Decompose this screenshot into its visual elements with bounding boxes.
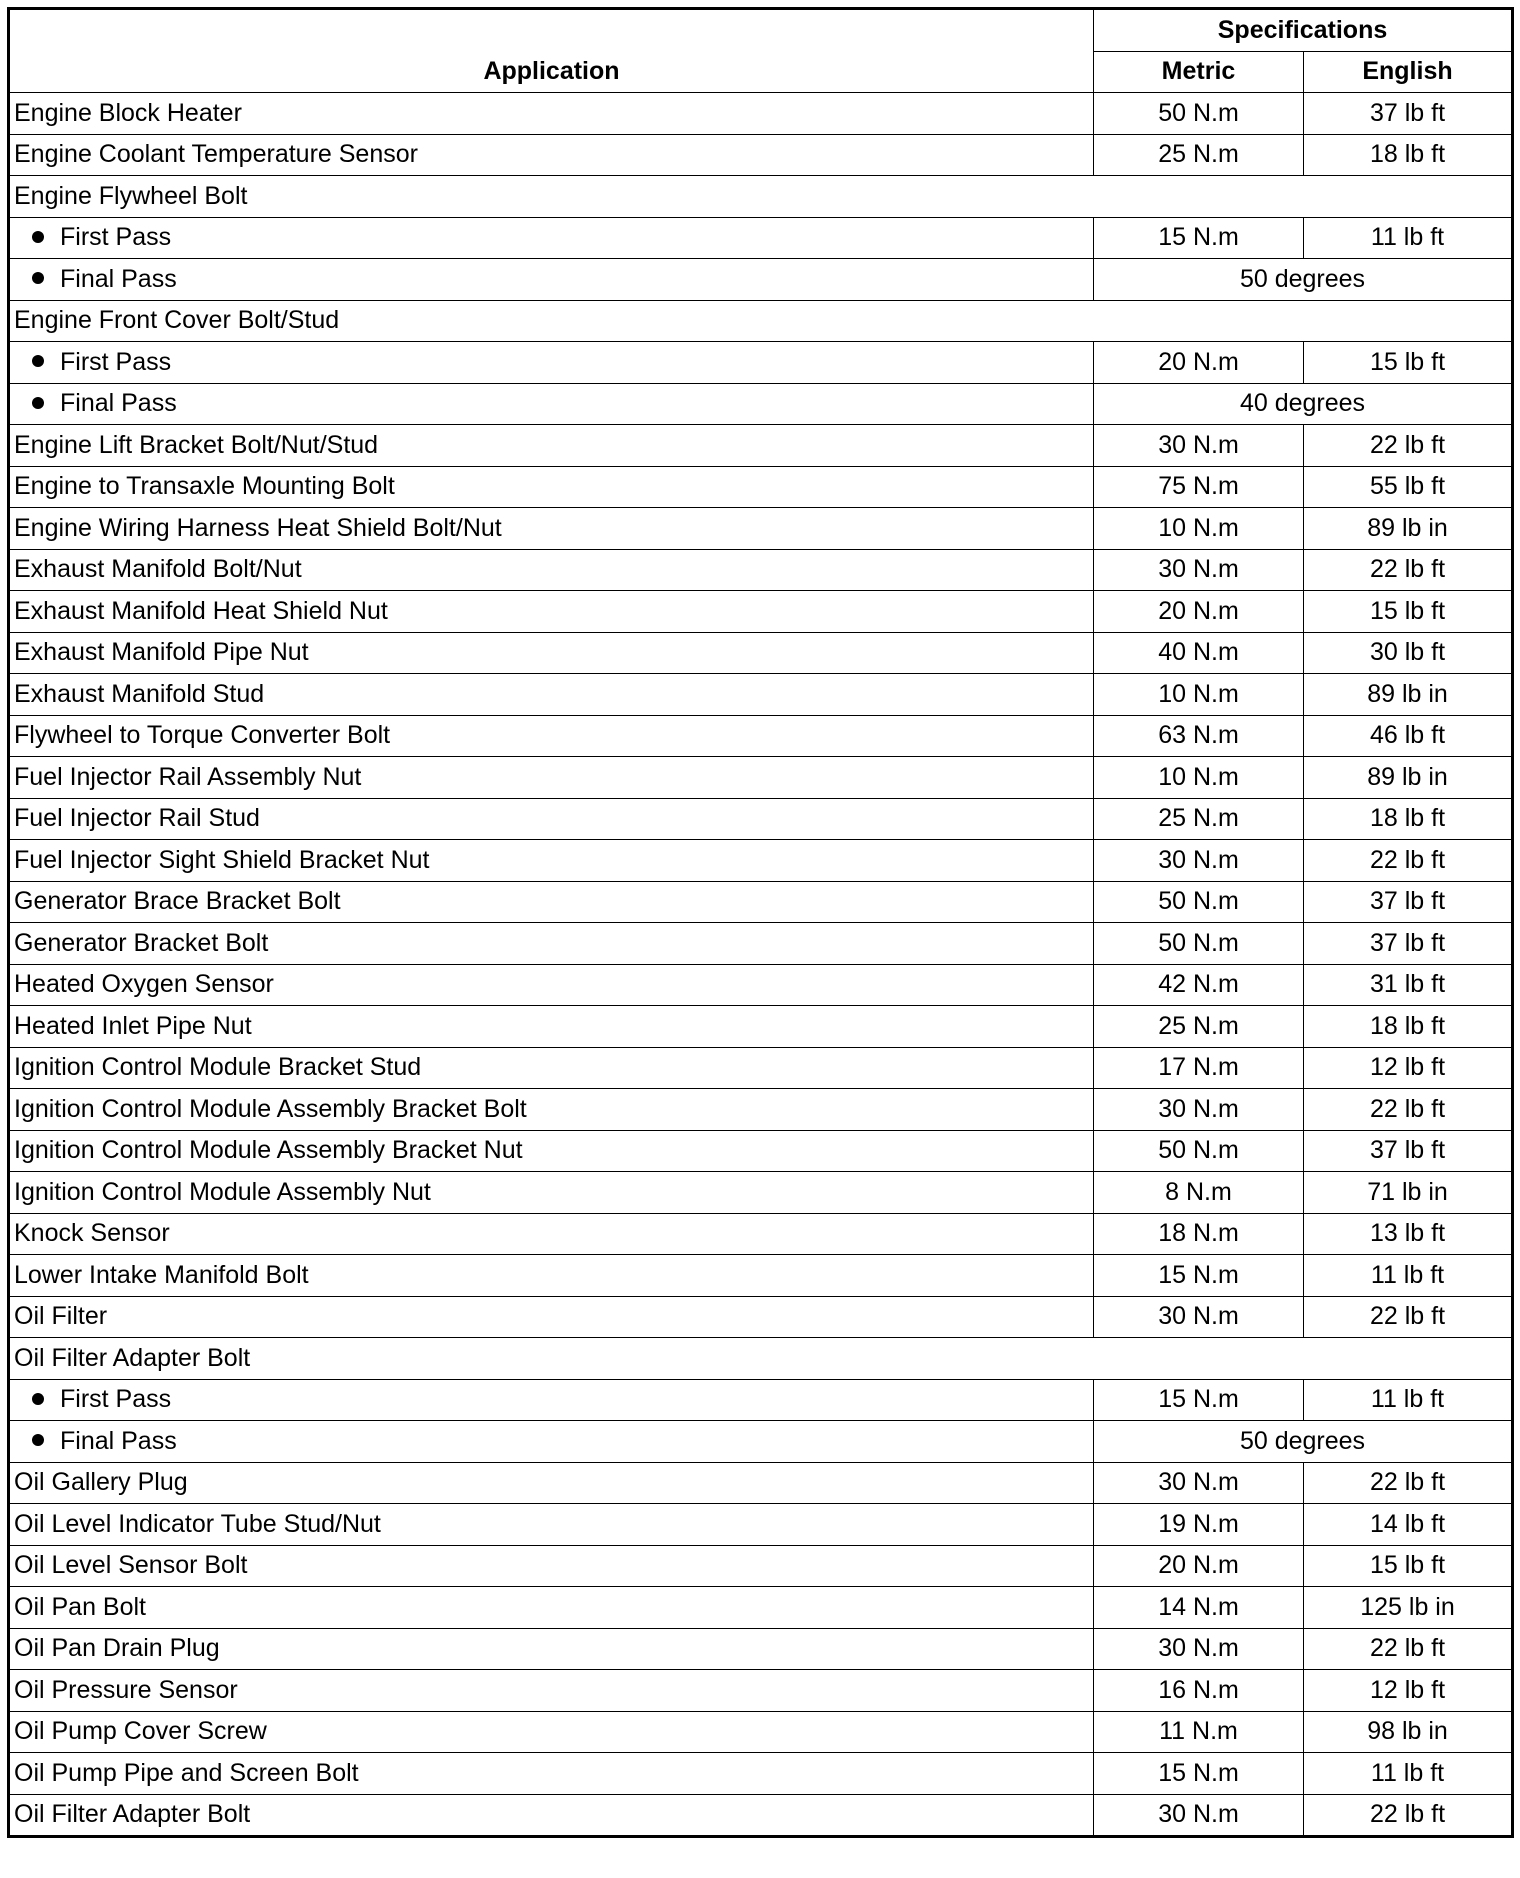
- table-subrow: [9, 217, 1513, 259]
- application-label: Oil Filter Adapter Bolt: [14, 1800, 251, 1829]
- spec-span-cell: 50 degrees: [1094, 1421, 1513, 1463]
- table-subrow: [9, 342, 1513, 384]
- application-cell: [9, 923, 1094, 965]
- metric-cell: 20 N.m: [1094, 1545, 1304, 1587]
- application-label: Oil Pump Pipe and Screen Bolt: [14, 1758, 359, 1787]
- english-cell: 12 lb ft: [1304, 1047, 1513, 1089]
- metric-cell: 19 N.m: [1094, 1504, 1304, 1546]
- english-cell: 22 lb ft: [1304, 1089, 1513, 1131]
- application-cell: [9, 1753, 1094, 1795]
- table-row: [9, 549, 1513, 591]
- table-row: [9, 1794, 1513, 1837]
- table-row: [9, 1670, 1513, 1712]
- application-cell: [9, 964, 1094, 1006]
- metric-cell: 15 N.m: [1094, 1379, 1304, 1421]
- application-cell: [9, 1213, 1094, 1255]
- specifications-header: Specifications: [1094, 9, 1513, 52]
- english-cell: 15 lb ft: [1304, 342, 1513, 384]
- application-cell: [9, 549, 1094, 591]
- application-label: Exhaust Manifold Pipe Nut: [14, 638, 309, 667]
- application-cell: [9, 217, 1094, 259]
- english-cell: 46 lb ft: [1304, 715, 1513, 757]
- table-row: [9, 1213, 1513, 1255]
- table-row: [9, 425, 1513, 467]
- metric-cell: 50 N.m: [1094, 881, 1304, 923]
- application-cell: [9, 1089, 1094, 1131]
- metric-cell: 8 N.m: [1094, 1172, 1304, 1214]
- table-row: [9, 1711, 1513, 1753]
- application-label: Oil Level Indicator Tube Stud/Nut: [14, 1509, 381, 1538]
- english-cell: 31 lb ft: [1304, 964, 1513, 1006]
- metric-cell: 10 N.m: [1094, 757, 1304, 799]
- application-label: Ignition Control Module Assembly Bracket Bolt: [14, 1094, 527, 1123]
- table-row: [9, 1047, 1513, 1089]
- application-label: Final Pass: [60, 264, 177, 293]
- application-label: Oil Level Sensor Bolt: [14, 1551, 248, 1580]
- english-cell: 125 lb in: [1304, 1587, 1513, 1629]
- english-cell: 22 lb ft: [1304, 425, 1513, 467]
- application-label: Engine Coolant Temperature Sensor: [14, 140, 418, 169]
- english-cell: 15 lb ft: [1304, 591, 1513, 633]
- application-label: Oil Pressure Sensor: [14, 1675, 238, 1704]
- application-cell: [9, 300, 1513, 342]
- metric-cell: 30 N.m: [1094, 1462, 1304, 1504]
- application-label: Engine Flywheel Bolt: [14, 181, 248, 210]
- english-cell: 22 lb ft: [1304, 549, 1513, 591]
- table-row: [9, 757, 1513, 799]
- application-cell: [9, 798, 1094, 840]
- application-cell: [9, 757, 1094, 799]
- english-cell: 12 lb ft: [1304, 1670, 1513, 1712]
- application-cell: [9, 466, 1094, 508]
- table-row: [9, 1255, 1513, 1297]
- application-label: First Pass: [60, 223, 172, 252]
- application-label: Engine Lift Bracket Bolt/Nut/Stud: [14, 430, 379, 459]
- table-row: [9, 1753, 1513, 1795]
- application-cell: [9, 383, 1094, 425]
- application-cell: [9, 1421, 1094, 1463]
- table-row: [9, 923, 1513, 965]
- application-cell: [9, 1255, 1094, 1297]
- metric-cell: 16 N.m: [1094, 1670, 1304, 1712]
- application-label: Lower Intake Manifold Bolt: [14, 1260, 309, 1289]
- table-row: [9, 1296, 1513, 1338]
- english-cell: 37 lb ft: [1304, 93, 1513, 135]
- metric-cell: 30 N.m: [1094, 840, 1304, 882]
- spec-span-cell: 40 degrees: [1094, 383, 1513, 425]
- bullet-icon: [32, 272, 44, 284]
- application-label: Knock Sensor: [14, 1219, 170, 1248]
- english-cell: 18 lb ft: [1304, 1006, 1513, 1048]
- table-row: [9, 1462, 1513, 1504]
- english-cell: 30 lb ft: [1304, 632, 1513, 674]
- english-cell: 14 lb ft: [1304, 1504, 1513, 1546]
- application-label: Exhaust Manifold Heat Shield Nut: [14, 596, 388, 625]
- bullet-icon: [32, 355, 44, 367]
- metric-cell: 10 N.m: [1094, 508, 1304, 550]
- metric-cell: 50 N.m: [1094, 93, 1304, 135]
- application-cell: [9, 176, 1513, 218]
- application-cell: [9, 1379, 1094, 1421]
- application-label: Exhaust Manifold Stud: [14, 679, 265, 708]
- english-cell: 89 lb in: [1304, 508, 1513, 550]
- application-cell: [9, 93, 1094, 135]
- application-label: Fuel Injector Sight Shield Bracket Nut: [14, 845, 430, 874]
- table-row: [9, 840, 1513, 882]
- english-cell: 22 lb ft: [1304, 840, 1513, 882]
- application-label: Oil Pan Drain Plug: [14, 1634, 220, 1663]
- english-cell: 22 lb ft: [1304, 1462, 1513, 1504]
- application-cell: [9, 1047, 1094, 1089]
- application-label: Fuel Injector Rail Stud: [14, 804, 260, 833]
- application-cell: [9, 591, 1094, 633]
- metric-cell: 11 N.m: [1094, 1711, 1304, 1753]
- application-label: Heated Inlet Pipe Nut: [14, 1011, 252, 1040]
- bullet-icon: [32, 231, 44, 243]
- application-cell: [9, 1296, 1094, 1338]
- bullet-icon: [32, 1434, 44, 1446]
- table-row: [9, 881, 1513, 923]
- table-row: [9, 674, 1513, 716]
- application-label: Oil Filter: [14, 1302, 108, 1331]
- english-cell: 89 lb in: [1304, 674, 1513, 716]
- application-cell: [9, 425, 1094, 467]
- metric-cell: 30 N.m: [1094, 1089, 1304, 1131]
- application-label: First Pass: [60, 347, 172, 376]
- application-label: Fuel Injector Rail Assembly Nut: [14, 762, 362, 791]
- bullet-icon: [32, 1393, 44, 1405]
- metric-cell: 30 N.m: [1094, 1794, 1304, 1837]
- application-label: Engine Block Heater: [14, 98, 242, 127]
- table-row: [9, 93, 1513, 135]
- table-group-row: [9, 300, 1513, 342]
- english-cell: 11 lb ft: [1304, 217, 1513, 259]
- table-row: [9, 1006, 1513, 1048]
- metric-cell: 18 N.m: [1094, 1213, 1304, 1255]
- application-label: Oil Gallery Plug: [14, 1468, 188, 1497]
- table-body: [9, 93, 1513, 1837]
- table-row: [9, 1172, 1513, 1214]
- table-row: [9, 1504, 1513, 1546]
- application-label: Final Pass: [60, 1426, 177, 1455]
- application-cell: [9, 1504, 1094, 1546]
- application-cell: [9, 1711, 1094, 1753]
- table-row: [9, 134, 1513, 176]
- metric-cell: 17 N.m: [1094, 1047, 1304, 1089]
- metric-cell: 15 N.m: [1094, 1753, 1304, 1795]
- metric-cell: 15 N.m: [1094, 1255, 1304, 1297]
- metric-cell: 40 N.m: [1094, 632, 1304, 674]
- application-label: Ignition Control Module Assembly Bracket Nut: [14, 1136, 523, 1165]
- english-cell: 11 lb ft: [1304, 1753, 1513, 1795]
- english-cell: 18 lb ft: [1304, 798, 1513, 840]
- application-cell: [9, 1545, 1094, 1587]
- metric-cell: 15 N.m: [1094, 217, 1304, 259]
- table-row: [9, 798, 1513, 840]
- english-cell: 98 lb in: [1304, 1711, 1513, 1753]
- application-label: Flywheel to Torque Converter Bolt: [14, 721, 391, 750]
- application-cell: [9, 1670, 1094, 1712]
- application-label: Oil Filter Adapter Bolt: [14, 1343, 251, 1372]
- english-cell: 11 lb ft: [1304, 1255, 1513, 1297]
- header-row-top: [9, 9, 1513, 52]
- application-cell: [9, 674, 1094, 716]
- metric-cell: 10 N.m: [1094, 674, 1304, 716]
- english-cell: 22 lb ft: [1304, 1794, 1513, 1837]
- english-cell: 37 lb ft: [1304, 923, 1513, 965]
- english-header: English: [1304, 51, 1513, 93]
- metric-cell: 20 N.m: [1094, 591, 1304, 633]
- application-cell: [9, 1462, 1094, 1504]
- table-row: [9, 1545, 1513, 1587]
- application-cell: [9, 1794, 1094, 1837]
- application-cell: [9, 1006, 1094, 1048]
- application-label: Oil Pump Cover Screw: [14, 1717, 267, 1746]
- english-cell: 71 lb in: [1304, 1172, 1513, 1214]
- english-cell: 37 lb ft: [1304, 881, 1513, 923]
- metric-cell: 30 N.m: [1094, 549, 1304, 591]
- application-label: Engine to Transaxle Mounting Bolt: [14, 472, 395, 501]
- table-subrow: [9, 383, 1513, 425]
- table-group-row: [9, 1338, 1513, 1380]
- english-cell: 13 lb ft: [1304, 1213, 1513, 1255]
- application-cell: [9, 632, 1094, 674]
- table-row: [9, 508, 1513, 550]
- table-group-row: [9, 176, 1513, 218]
- table-row: [9, 1587, 1513, 1629]
- application-cell: [9, 508, 1094, 550]
- metric-cell: 25 N.m: [1094, 1006, 1304, 1048]
- table-header: [9, 9, 1513, 93]
- table-subrow: [9, 259, 1513, 301]
- english-cell: 18 lb ft: [1304, 134, 1513, 176]
- metric-cell: 63 N.m: [1094, 715, 1304, 757]
- application-label: First Pass: [60, 1385, 172, 1414]
- english-cell: 15 lb ft: [1304, 1545, 1513, 1587]
- metric-cell: 30 N.m: [1094, 425, 1304, 467]
- application-label: Final Pass: [60, 389, 177, 418]
- application-label: Generator Brace Bracket Bolt: [14, 887, 341, 916]
- table-row: [9, 591, 1513, 633]
- application-label: Ignition Control Module Bracket Stud: [14, 1053, 422, 1082]
- metric-cell: 42 N.m: [1094, 964, 1304, 1006]
- metric-header: Metric: [1094, 51, 1304, 93]
- application-cell: [9, 134, 1094, 176]
- metric-cell: 25 N.m: [1094, 798, 1304, 840]
- application-cell: [9, 1172, 1094, 1214]
- metric-cell: 30 N.m: [1094, 1628, 1304, 1670]
- application-cell: [9, 1130, 1094, 1172]
- table-row: [9, 715, 1513, 757]
- table-row: [9, 632, 1513, 674]
- application-header: Application: [9, 9, 1094, 93]
- metric-cell: 14 N.m: [1094, 1587, 1304, 1629]
- spec-span-cell: 50 degrees: [1094, 259, 1513, 301]
- metric-cell: 50 N.m: [1094, 923, 1304, 965]
- metric-cell: 30 N.m: [1094, 1296, 1304, 1338]
- english-cell: 37 lb ft: [1304, 1130, 1513, 1172]
- application-cell: [9, 259, 1094, 301]
- table-row: [9, 1628, 1513, 1670]
- application-cell: [9, 1338, 1513, 1380]
- application-label: Exhaust Manifold Bolt/Nut: [14, 555, 302, 584]
- bullet-icon: [32, 397, 44, 409]
- english-cell: 55 lb ft: [1304, 466, 1513, 508]
- metric-cell: 75 N.m: [1094, 466, 1304, 508]
- application-label: Oil Pan Bolt: [14, 1592, 147, 1621]
- table-row: [9, 1089, 1513, 1131]
- application-cell: [9, 1628, 1094, 1670]
- table-subrow: [9, 1379, 1513, 1421]
- english-cell: 22 lb ft: [1304, 1296, 1513, 1338]
- table-row: [9, 1130, 1513, 1172]
- application-cell: [9, 881, 1094, 923]
- torque-spec-table: [7, 7, 1514, 1838]
- application-label: Generator Bracket Bolt: [14, 928, 269, 957]
- application-cell: [9, 715, 1094, 757]
- english-cell: 22 lb ft: [1304, 1628, 1513, 1670]
- english-cell: 89 lb in: [1304, 757, 1513, 799]
- english-cell: 11 lb ft: [1304, 1379, 1513, 1421]
- table-subrow: [9, 1421, 1513, 1463]
- table-row: [9, 964, 1513, 1006]
- application-label: Heated Oxygen Sensor: [14, 970, 274, 999]
- table-row: [9, 466, 1513, 508]
- metric-cell: 50 N.m: [1094, 1130, 1304, 1172]
- application-label: Engine Front Cover Bolt/Stud: [14, 306, 340, 335]
- application-label: Engine Wiring Harness Heat Shield Bolt/Nut: [14, 513, 502, 542]
- application-label: Ignition Control Module Assembly Nut: [14, 1177, 431, 1206]
- metric-cell: 20 N.m: [1094, 342, 1304, 384]
- application-cell: [9, 1587, 1094, 1629]
- application-cell: [9, 342, 1094, 384]
- metric-cell: 25 N.m: [1094, 134, 1304, 176]
- application-cell: [9, 840, 1094, 882]
